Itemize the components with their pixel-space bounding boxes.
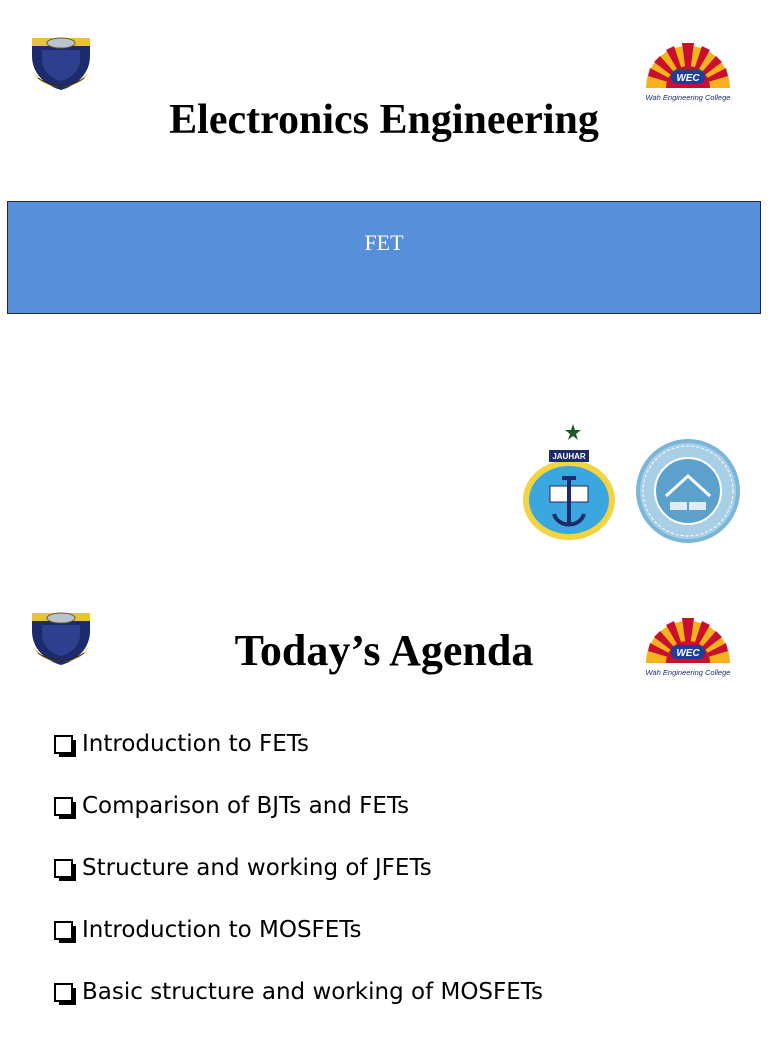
checkbox-bullet-icon <box>54 797 76 817</box>
checkbox-bullet-icon <box>54 983 76 1003</box>
page-title: Electronics Engineering <box>169 97 599 143</box>
wec-logo-text: WEC <box>676 73 700 84</box>
wec-logo-caption: Wah Engineering College <box>645 668 731 677</box>
agenda-item <box>54 855 543 917</box>
agenda-item <box>54 917 543 979</box>
nust-seal-icon <box>634 438 742 544</box>
wec-logo-text: WEC <box>676 648 700 659</box>
slide-agenda <box>0 585 768 1024</box>
agenda-list <box>54 731 543 1041</box>
agenda-item-text: Introduction to FETs <box>82 731 309 757</box>
agenda-item-text: Basic structure and working of MOSFETs <box>82 979 544 1005</box>
agenda-item-text: Comparison of BJTs and FETs <box>82 793 410 819</box>
jauhar-crest-icon <box>520 414 618 542</box>
agenda-item-text: Introduction to MOSFETs <box>82 917 362 943</box>
wec-logo-caption: Wah Engineering College <box>645 93 731 102</box>
agenda-item <box>54 793 543 855</box>
agenda-item <box>54 731 543 793</box>
topic-label: FET <box>364 230 404 255</box>
agenda-item <box>54 979 543 1041</box>
jauhar-label: JAUHAR <box>552 452 586 461</box>
checkbox-bullet-icon <box>54 859 76 879</box>
checkbox-bullet-icon <box>54 735 76 755</box>
agenda-title: Today’s Agenda <box>234 626 534 675</box>
agenda-item-text: Structure and working of JFETs <box>82 855 432 881</box>
topic-banner <box>7 201 761 314</box>
university-crest-icon <box>30 34 92 92</box>
checkbox-bullet-icon <box>54 921 76 941</box>
